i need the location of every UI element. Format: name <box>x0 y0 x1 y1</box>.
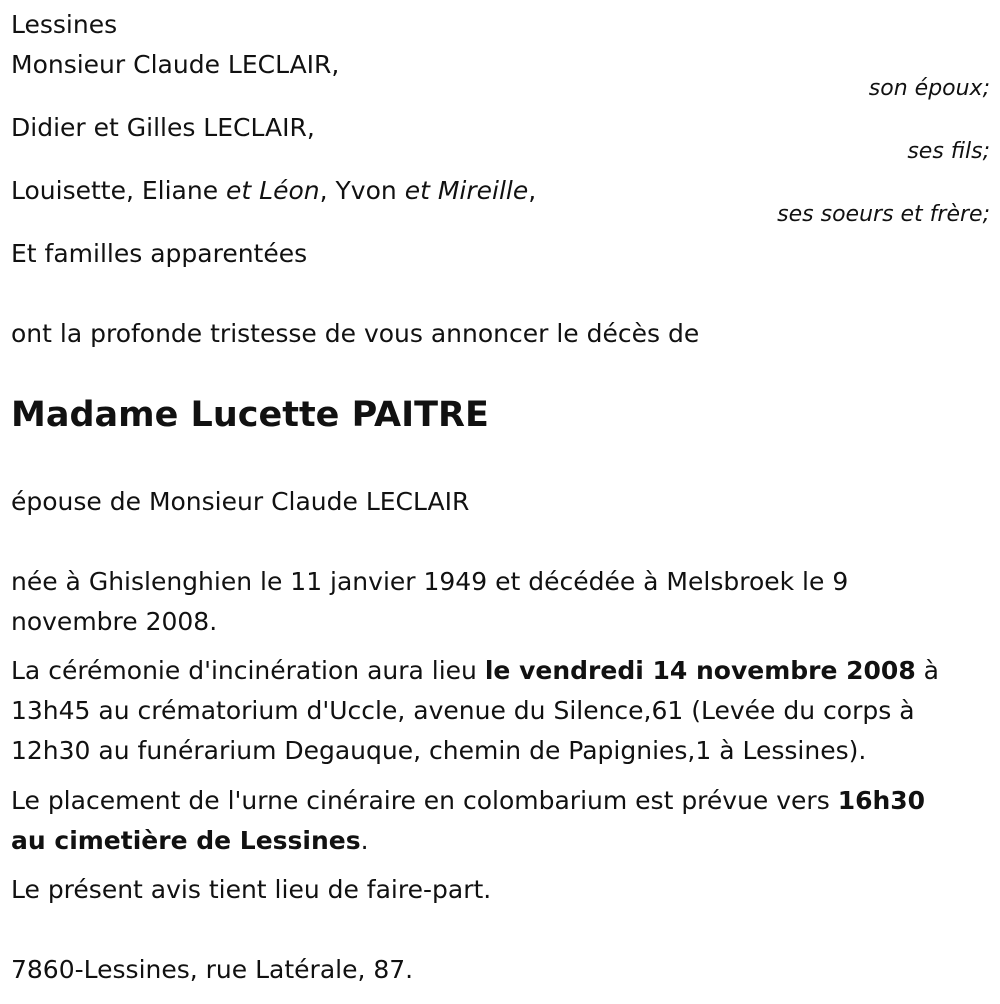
siblings-part-4: et Mireille <box>404 176 529 205</box>
address-line: 7860-Lessines, rue Latérale, 87. <box>11 955 414 984</box>
relatives-line: Et familles apparentées <box>11 239 308 268</box>
ceremony-line-2: 13h45 au crématorium d'Uccle, avenue du Silence,61 (Levée du corps à <box>11 696 915 725</box>
urn-text-a: Le placement de l'urne cinéraire en colombarium est prévue vers <box>11 786 838 815</box>
spouse-role: son époux; <box>868 76 990 101</box>
city-heading: Lessines <box>11 10 118 39</box>
ceremony-text-c: à <box>915 656 939 685</box>
birth-death-line-1: née à Ghislenghien le 11 janvier 1949 et décédée à Melsbroek le 9 <box>11 567 849 596</box>
urn-text-c: . <box>360 826 369 855</box>
notice-line: Le présent avis tient lieu de faire-part. <box>11 875 492 904</box>
spouse-of-line: épouse de Monsieur Claude LECLAIR <box>11 487 470 516</box>
announcement-line: ont la profonde tristesse de vous annoncer le décès de <box>11 319 700 348</box>
ceremony-date: le vendredi 14 novembre 2008 <box>484 656 916 685</box>
siblings-part-1: Louisette, Eliane <box>11 176 227 205</box>
siblings-part-5: , <box>528 176 537 205</box>
urn-place: au cimetière de Lessines <box>11 826 361 855</box>
birth-death-line-2: novembre 2008. <box>11 607 218 636</box>
urn-line-2 <box>11 826 369 856</box>
sons-role: ses fils; <box>907 139 990 164</box>
urn-time: 16h30 <box>837 786 926 815</box>
siblings-role: ses soeurs et frère; <box>777 202 990 227</box>
sons-name: Didier et Gilles LECLAIR, <box>11 113 315 142</box>
deceased-name: Madame Lucette PAITRE <box>11 395 489 435</box>
siblings-part-3: , Yvon <box>319 176 405 205</box>
urn-line-1 <box>11 786 925 816</box>
ceremony-text-a: La cérémonie d'incinération aura lieu <box>11 656 485 685</box>
spouse-name: Monsieur Claude LECLAIR, <box>11 50 340 79</box>
siblings-names <box>11 176 536 206</box>
siblings-part-2: et Léon <box>226 176 320 205</box>
ceremony-line-3: 12h30 au funérarium Degauque, chemin de Papignies,1 à Lessines). <box>11 736 867 765</box>
ceremony-line-1 <box>11 656 939 686</box>
